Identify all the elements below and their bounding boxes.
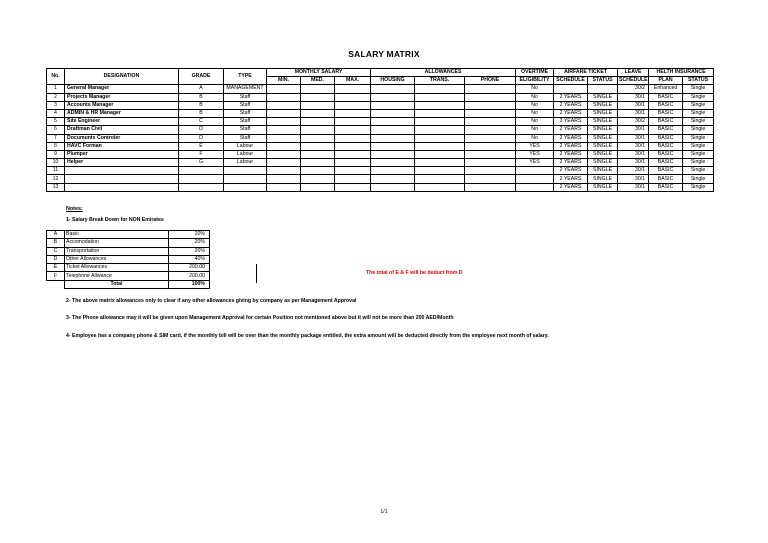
cell-med xyxy=(301,101,335,109)
cell-housing xyxy=(371,93,415,101)
cell-air-status: SINGLE xyxy=(588,93,618,101)
breakdown-value: 20% xyxy=(169,247,210,255)
cell-leave: 30/2 xyxy=(618,118,649,126)
header-insurance-status: STATUS xyxy=(683,77,714,85)
cell-grade: D xyxy=(179,126,224,134)
breakdown-key: E xyxy=(47,264,65,272)
cell-trans xyxy=(415,134,465,142)
cell-phone xyxy=(465,93,516,101)
cell-leave: 30/1 xyxy=(618,183,649,191)
breakdown-key: B xyxy=(47,239,65,247)
cell-trans xyxy=(415,118,465,126)
cell-no: 11 xyxy=(47,167,65,175)
header-air-schedule: SCHEDULE xyxy=(554,77,588,85)
cell-designation: Projects Manager xyxy=(65,93,179,101)
breakdown-label: Transportation xyxy=(65,247,169,255)
cell-grade xyxy=(179,175,224,183)
header-leave: LEAVE xyxy=(618,69,649,77)
header-airfare: AIRFARE TICKET xyxy=(554,69,618,77)
cell-insurance-status: Single xyxy=(683,150,714,158)
cell-trans xyxy=(415,101,465,109)
cell-no: 10 xyxy=(47,159,65,167)
cell-min xyxy=(267,85,301,93)
cell-max xyxy=(335,85,371,93)
cell-insurance-status: Single xyxy=(683,126,714,134)
cell-type xyxy=(224,175,267,183)
cell-air-schedule: 2 YEARS xyxy=(554,175,588,183)
cell-phone xyxy=(465,175,516,183)
cell-plan: BASIC xyxy=(649,126,683,134)
cell-no: 13 xyxy=(47,183,65,191)
breakdown-total-row xyxy=(47,280,210,288)
breakdown-value: 200.00 xyxy=(169,264,210,272)
cell-min xyxy=(267,93,301,101)
cell-phone xyxy=(465,134,516,142)
cell-housing xyxy=(371,183,415,191)
cell-overtime: No xyxy=(516,85,554,93)
table-row xyxy=(47,93,714,101)
table-row xyxy=(47,118,714,126)
cell-max xyxy=(335,150,371,158)
breakdown-value: 40% xyxy=(169,255,210,263)
cell-trans xyxy=(415,142,465,150)
cell-med xyxy=(301,167,335,175)
cell-type: Staff xyxy=(224,118,267,126)
cell-type: Staff xyxy=(224,109,267,117)
cell-air-status: SINGLE xyxy=(588,118,618,126)
cell-min xyxy=(267,142,301,150)
cell-designation: HAVC Forman xyxy=(65,142,179,150)
cell-max xyxy=(335,93,371,101)
cell-air-schedule: 2 YEARS xyxy=(554,134,588,142)
table-row xyxy=(47,134,714,142)
cell-housing xyxy=(371,109,415,117)
cell-air-status: SINGLE xyxy=(588,167,618,175)
cell-med xyxy=(301,118,335,126)
breakdown-label: Basic xyxy=(65,231,169,239)
breakdown-label: Telephone Allwance xyxy=(65,272,169,280)
cell-type: Labour xyxy=(224,159,267,167)
cell-insurance-status: Single xyxy=(683,118,714,126)
cell-med xyxy=(301,85,335,93)
cell-air-schedule: 2 YEARS xyxy=(554,142,588,150)
cell-overtime: YES xyxy=(516,142,554,150)
cell-type xyxy=(224,167,267,175)
cell-grade: D xyxy=(179,134,224,142)
table-row xyxy=(47,183,714,191)
cell-max xyxy=(335,175,371,183)
cell-grade: C xyxy=(179,118,224,126)
header-overtime: OVERTIME xyxy=(516,69,554,77)
header-plan: PLAN xyxy=(649,77,683,85)
cell-air-schedule: 2 YEARS xyxy=(554,126,588,134)
cell-max xyxy=(335,101,371,109)
salary-matrix-table xyxy=(46,68,714,192)
cell-min xyxy=(267,167,301,175)
cell-housing xyxy=(371,101,415,109)
cell-type: Staff xyxy=(224,93,267,101)
note-1: 1- Salary Break Down for NON Emirates xyxy=(66,217,164,223)
cell-phone xyxy=(465,118,516,126)
page-number: 1/1 xyxy=(380,509,388,515)
deduction-note: The total of E & F will be deduct from D xyxy=(366,270,463,276)
cell-insurance-status: Single xyxy=(683,142,714,150)
cell-trans xyxy=(415,150,465,158)
cell-leave: 30/1 xyxy=(618,167,649,175)
cell-air-schedule: 3 YEARS xyxy=(554,118,588,126)
header-monthly-salary: MONTHLY SALARY xyxy=(267,69,371,77)
cell-air-status: SINGLE xyxy=(588,134,618,142)
cell-overtime: No xyxy=(516,101,554,109)
cell-plan: BASIC xyxy=(649,167,683,175)
cell-phone xyxy=(465,167,516,175)
cell-type: MANAGEMENT xyxy=(224,85,267,93)
header-grade: GRADE xyxy=(179,69,224,85)
header-leave-schedule: SCHEDULE xyxy=(619,77,648,84)
cell-housing xyxy=(371,159,415,167)
cell-phone xyxy=(465,142,516,150)
cell-plan: BASIC xyxy=(649,142,683,150)
cell-type: Staff xyxy=(224,126,267,134)
table-row xyxy=(47,142,714,150)
cell-designation: Site Engineer xyxy=(65,118,179,126)
cell-med xyxy=(301,150,335,158)
cell-insurance-status: Single xyxy=(683,101,714,109)
cell-designation xyxy=(65,167,179,175)
cell-phone xyxy=(465,101,516,109)
cell-air-status: SINGLE xyxy=(588,150,618,158)
cell-leave: 30/1 xyxy=(618,101,649,109)
cell-air-schedule xyxy=(554,85,588,93)
cell-no: 1 xyxy=(47,85,65,93)
cell-air-schedule: 2 YEARS xyxy=(554,101,588,109)
cell-air-status: SINGLE xyxy=(588,101,618,109)
cell-trans xyxy=(415,159,465,167)
cell-plan: BASIC xyxy=(649,159,683,167)
cell-no: 5 xyxy=(47,118,65,126)
cell-leave: 30/1 xyxy=(618,142,649,150)
cell-air-status: SINGLE xyxy=(588,126,618,134)
header-med: MED. xyxy=(301,77,335,85)
cell-housing xyxy=(371,175,415,183)
cell-no: 9 xyxy=(47,150,65,158)
cell-min xyxy=(267,118,301,126)
breakdown-row xyxy=(47,247,210,255)
cell-housing xyxy=(371,85,415,93)
cell-med xyxy=(301,159,335,167)
cell-type: Staff xyxy=(224,101,267,109)
cell-housing xyxy=(371,134,415,142)
cell-phone xyxy=(465,183,516,191)
cell-plan: BASIC xyxy=(649,134,683,142)
breakdown-row xyxy=(47,264,210,272)
cell-leave: 30/1 xyxy=(618,175,649,183)
cell-overtime: YES xyxy=(516,159,554,167)
cell-type: Staff xyxy=(224,134,267,142)
header-health-insurance: HELTH INSURANCE xyxy=(649,69,714,77)
cell-trans xyxy=(415,109,465,117)
breakdown-total-label: Total xyxy=(65,280,169,288)
cell-trans xyxy=(415,167,465,175)
table-row xyxy=(47,126,714,134)
breakdown-label: Accomodation xyxy=(65,239,169,247)
cell-grade: E xyxy=(179,142,224,150)
cell-overtime: No xyxy=(516,118,554,126)
header-type: TYPE xyxy=(224,69,267,85)
cell-air-status: SINGLE xyxy=(588,159,618,167)
cell-grade: B xyxy=(179,101,224,109)
cell-insurance-status: Single xyxy=(683,167,714,175)
cell-trans xyxy=(415,85,465,93)
breakdown-row xyxy=(47,272,210,280)
cell-grade xyxy=(179,167,224,175)
breakdown-row xyxy=(47,231,210,239)
table-row xyxy=(47,167,714,175)
cell-grade: B xyxy=(179,93,224,101)
cell-insurance-status: Single xyxy=(683,159,714,167)
cell-type: Labour xyxy=(224,142,267,150)
cell-max xyxy=(335,109,371,117)
table-row xyxy=(47,159,714,167)
cell-phone xyxy=(465,126,516,134)
cell-housing xyxy=(371,167,415,175)
cell-no: 12 xyxy=(47,175,65,183)
breakdown-value: 20% xyxy=(169,239,210,247)
cell-overtime: YES xyxy=(516,150,554,158)
cell-leave: 30/2 xyxy=(618,85,649,93)
cell-plan: Enhanced xyxy=(649,85,683,93)
text-cursor-mark xyxy=(256,264,257,283)
header-air-status: STATUS xyxy=(588,77,618,85)
cell-overtime: No xyxy=(516,134,554,142)
cell-insurance-status: Single xyxy=(683,85,714,93)
cell-phone xyxy=(465,109,516,117)
cell-designation: Accounts Manager xyxy=(65,101,179,109)
cell-med xyxy=(301,93,335,101)
cell-designation: Helper xyxy=(65,159,179,167)
cell-max xyxy=(335,134,371,142)
header-allowances: ALLOWANCES xyxy=(371,69,516,77)
cell-air-status: SINGLE xyxy=(588,109,618,117)
cell-insurance-status: Single xyxy=(683,134,714,142)
cell-min xyxy=(267,134,301,142)
cell-overtime: No xyxy=(516,126,554,134)
breakdown-value: 200.00 xyxy=(169,272,210,280)
cell-plan: BASIC xyxy=(649,118,683,126)
cell-no: 7 xyxy=(47,134,65,142)
table-row xyxy=(47,175,714,183)
cell-insurance-status: Single xyxy=(683,93,714,101)
notes-title: Notes: xyxy=(66,206,83,212)
cell-leave: 30/1 xyxy=(618,159,649,167)
cell-plan: BASIC xyxy=(649,175,683,183)
cell-med xyxy=(301,126,335,134)
page-title: SALARY MATRIX xyxy=(348,49,420,59)
breakdown-label: Other Allowances xyxy=(65,255,169,263)
table-row xyxy=(47,85,714,93)
cell-leave: 30/1 xyxy=(618,93,649,101)
breakdown-value: 20% xyxy=(169,231,210,239)
cell-air-schedule: 2 YEARS xyxy=(554,150,588,158)
header-no: No. xyxy=(47,69,65,85)
cell-leave: 30/1 xyxy=(618,134,649,142)
cell-insurance-status: Single xyxy=(683,175,714,183)
cell-max xyxy=(335,142,371,150)
cell-med xyxy=(301,142,335,150)
cell-leave: 30/1 xyxy=(618,109,649,117)
note-3: 3- The Phone allowance may it will be given upon Management Approval for certain Position not mentioned above but it will not be more than 200 AED/Month xyxy=(66,315,454,321)
breakdown-key: D xyxy=(47,255,65,263)
cell-min xyxy=(267,159,301,167)
cell-no: 3 xyxy=(47,101,65,109)
cell-phone xyxy=(465,150,516,158)
cell-max xyxy=(335,183,371,191)
note-2: 2- The above matrix allowances only to clear if any other allowances giving by company as per Management Approval xyxy=(66,298,357,304)
breakdown-key: C xyxy=(47,247,65,255)
cell-air-status: SINGLE xyxy=(588,175,618,183)
cell-insurance-status: Single xyxy=(683,109,714,117)
cell-housing xyxy=(371,118,415,126)
cell-leave: 30/1 xyxy=(618,150,649,158)
cell-phone xyxy=(465,85,516,93)
cell-leave: 30/1 xyxy=(618,126,649,134)
header-eligibility: ELIGIBILITY xyxy=(516,77,554,85)
cell-grade: A xyxy=(179,85,224,93)
cell-designation: General Manager xyxy=(65,85,179,93)
cell-med xyxy=(301,134,335,142)
cell-air-schedule: 2 YEARS xyxy=(554,159,588,167)
cell-min xyxy=(267,175,301,183)
cell-grade xyxy=(179,183,224,191)
cell-trans xyxy=(415,126,465,134)
cell-no: 4 xyxy=(47,109,65,117)
cell-type: Labour xyxy=(224,150,267,158)
breakdown-total-value: 100% xyxy=(169,280,210,288)
salary-breakdown-table xyxy=(46,230,210,289)
cell-air-status: SINGLE xyxy=(588,183,618,191)
cell-housing xyxy=(371,142,415,150)
cell-min xyxy=(267,101,301,109)
cell-grade: B xyxy=(179,109,224,117)
cell-trans xyxy=(415,175,465,183)
cell-insurance-status: Single xyxy=(683,183,714,191)
table-row xyxy=(47,150,714,158)
cell-air-schedule: 2 YEARS xyxy=(554,93,588,101)
cell-no: 6 xyxy=(47,126,65,134)
cell-air-schedule: 2 YEARS xyxy=(554,109,588,117)
cell-plan: BASIC xyxy=(649,109,683,117)
cell-housing xyxy=(371,126,415,134)
cell-air-schedule: 2 YEARS xyxy=(554,183,588,191)
header-min: MIN. xyxy=(267,77,301,85)
cell-med xyxy=(301,183,335,191)
cell-plan: BASIC xyxy=(649,150,683,158)
cell-designation: Plumper xyxy=(65,150,179,158)
breakdown-row xyxy=(47,239,210,247)
cell-air-status xyxy=(588,85,618,93)
cell-type xyxy=(224,183,267,191)
cell-min xyxy=(267,126,301,134)
table-row xyxy=(47,101,714,109)
cell-plan: BASIC xyxy=(649,183,683,191)
header-trans: TRANS. xyxy=(415,77,465,85)
cell-plan: BASIC xyxy=(649,93,683,101)
cell-grade: F xyxy=(179,150,224,158)
header-phone: PHONE xyxy=(465,77,516,85)
cell-min xyxy=(267,150,301,158)
table-row xyxy=(47,109,714,117)
cell-designation: Draftman Civil xyxy=(65,126,179,134)
cell-no: 8 xyxy=(47,142,65,150)
cell-plan: BASIC xyxy=(649,101,683,109)
cell-overtime: No xyxy=(516,109,554,117)
cell-med xyxy=(301,109,335,117)
cell-max xyxy=(335,159,371,167)
cell-phone xyxy=(465,159,516,167)
cell-designation xyxy=(65,175,179,183)
cell-air-schedule: 2 YEARS xyxy=(554,167,588,175)
breakdown-label: Ticket Allowances xyxy=(65,264,169,272)
cell-grade: G xyxy=(179,159,224,167)
cell-housing xyxy=(371,150,415,158)
cell-min xyxy=(267,183,301,191)
cell-designation xyxy=(65,183,179,191)
cell-trans xyxy=(415,93,465,101)
breakdown-key: A xyxy=(47,231,65,239)
cell-overtime xyxy=(516,183,554,191)
cell-max xyxy=(335,118,371,126)
note-4: 4- Employee has a company phone & SIM card, if the monthly bill will be over than the monthly package entitled, the extra amount will be deducted directly from the employee next month of salary. xyxy=(66,333,549,339)
cell-designation: Documunts Controler xyxy=(65,134,179,142)
cell-no: 2 xyxy=(47,93,65,101)
cell-overtime xyxy=(516,175,554,183)
breakdown-row xyxy=(47,255,210,263)
cell-min xyxy=(267,109,301,117)
header-designation: DESIGNATION xyxy=(65,69,179,85)
cell-max xyxy=(335,167,371,175)
header-housing: HOUSING xyxy=(371,77,415,85)
cell-air-status: SINGLE xyxy=(588,142,618,150)
cell-trans xyxy=(415,183,465,191)
header-max: MAX. xyxy=(335,77,371,85)
cell-max xyxy=(335,126,371,134)
cell-overtime: No xyxy=(516,93,554,101)
cell-overtime xyxy=(516,167,554,175)
breakdown-total-spacer xyxy=(47,280,65,288)
breakdown-key: F xyxy=(47,272,65,280)
cell-med xyxy=(301,175,335,183)
cell-designation: ADMIN & HR Manager xyxy=(65,109,179,117)
